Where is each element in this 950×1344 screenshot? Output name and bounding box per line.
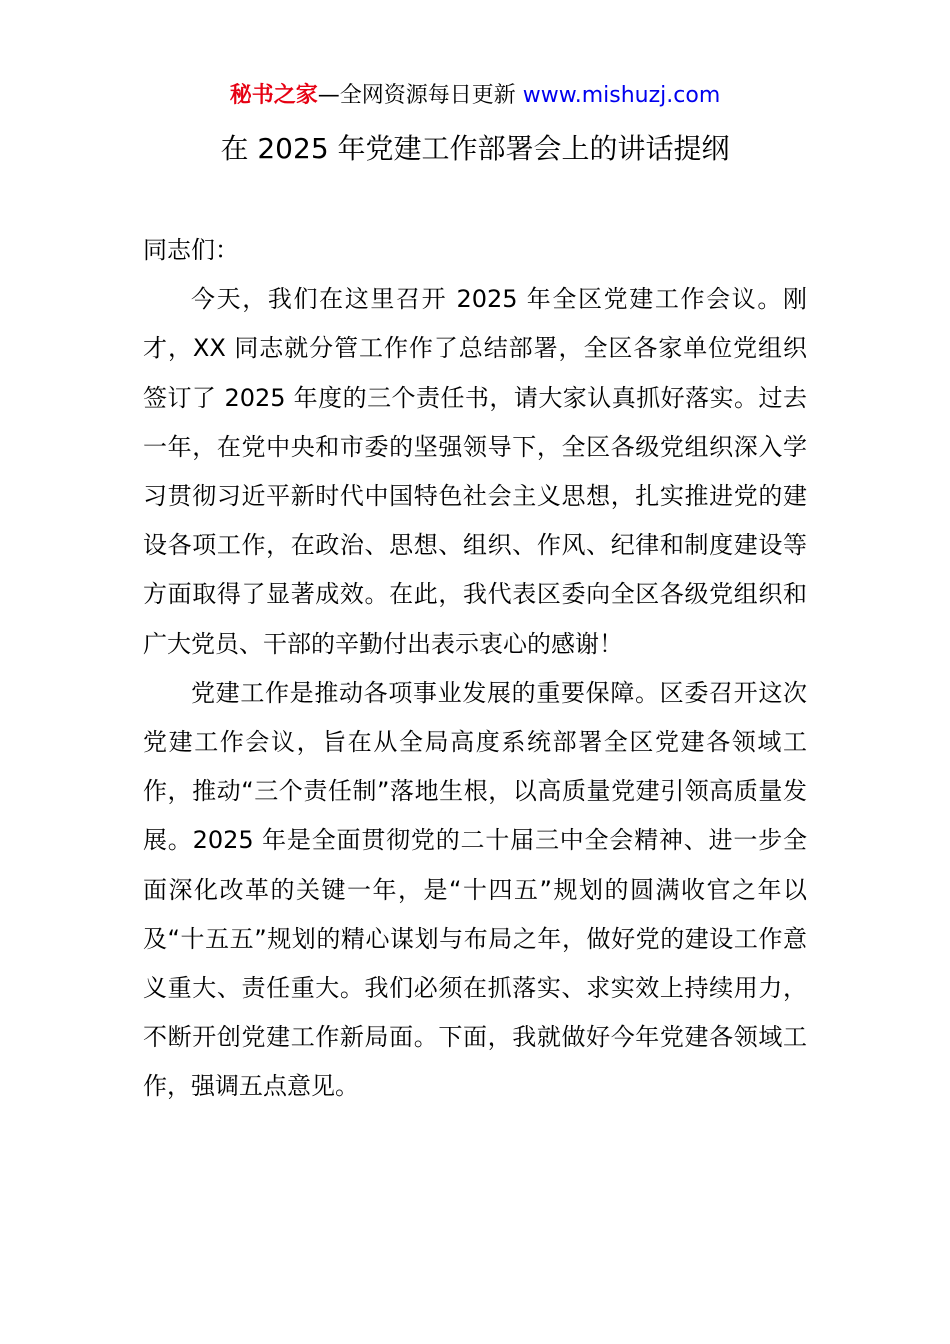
document-body <box>143 226 807 1112</box>
site-link[interactable]: www.mishuzj.com <box>522 83 721 108</box>
paragraph: 今天，我们在这里召开 2025 年全区党建工作会议。刚才，XX 同志就分管工作作了总结部署，全区各家单位党组织签订了 2025 年度的三个责任书，请大家认真抓好落实。过去一年，在党中央和市委的坚强领导下，全区各级党组织深入学习贯彻习近平新时代中国特色社会主义思想，扎实推进党的建设各项工作，在政治、思想、组织、作风、纪律和制度建设等方面取得了显著成效。在此，我代表区委向全区各级党组织和广大党员、干部的辛勤付出表示衷心的感谢！ <box>143 285 807 658</box>
site-header <box>0 80 950 112</box>
salutation: 同志们： <box>143 236 239 264</box>
paragraph: 党建工作是推动各项事业发展的重要保障。区委召开这次党建工作会议，旨在从全局高度系统部署全区党建各领域工作，推动“三个责任制”落地生根，以高质量党建引领高质量发展。2025 年是全面贯彻党的二十届三中全会精神、进一步全面深化改革的关键一年，是“十四五”规划的圆满收官之年以及“十五五”规划的精心谋划与布局之年，做好党的建设工作意义重大、责任重大。我们必须在抓落实、求实效上持续用力，不断开创党建工作新局面。下面，我就做好今年党建各领域工作，强调五点意见。 <box>143 678 807 1101</box>
document-title: 在 2025 年党建工作部署会上的讲话提纲 <box>220 132 730 165</box>
header-tagline: —全网资源每日更新 <box>317 83 523 108</box>
brand-name: 秘书之家 <box>229 83 318 108</box>
